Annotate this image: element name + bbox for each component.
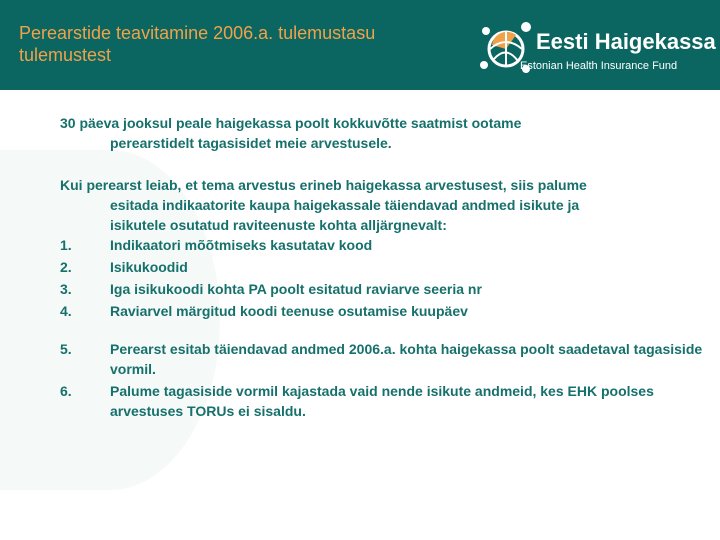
item-number: 4. [60, 303, 72, 319]
logo-subtitle: Estonian Health Insurance Fund [520, 60, 678, 72]
paragraph-2 [60, 175, 705, 235]
item-text: Palume tagasiside vormil kajastada vaid nende isikute andmeid, kes EHK poolses arvestuses TORUs ei sisaldu. [110, 383, 654, 419]
slide-body [60, 0, 705, 421]
list-item [60, 235, 705, 255]
slide-title: Perearstide teavitamine 2006.a. tulemustasu tulemustest [19, 23, 376, 65]
list-item [60, 381, 705, 421]
item-number: 5. [60, 341, 72, 357]
list-item [60, 339, 705, 379]
item-text: Raviarvel märgitud koodi teenuse osutamise kuupäev [110, 303, 468, 319]
item-text: Indikaatori mõõtmiseks kasutatav kood [110, 237, 373, 253]
item-number: 3. [60, 281, 72, 297]
item-number: 2. [60, 259, 72, 275]
list-item [60, 279, 705, 299]
paragraph-1 [60, 113, 705, 153]
logo-name: Eesti Haigekassa [536, 29, 716, 54]
paragraph-1-line: 30 päeva jooksul peale haigekassa poolt kokkuvõtte saatmist ootame [60, 115, 522, 131]
list-item [60, 257, 705, 277]
item-text: Isikukoodid [110, 259, 188, 275]
paragraph-2-cont: isikutele osutatud raviteenuste kohta alljärgnevalt: [110, 217, 447, 233]
list-item [60, 301, 705, 321]
item-number: 1. [60, 237, 72, 253]
item-text: Perearst esitab täiendavad andmed 2006.a. kohta haigekassa poolt saadetaval tagasiside vormil. [110, 341, 703, 377]
item-number: 6. [60, 383, 72, 399]
item-text: Iga isikukoodi kohta PA poolt esitatud raviarve seeria nr [110, 281, 482, 297]
paragraph-2-cont: esitada indikaatorite kaupa haigekassale täiendavad andmed isikute ja [110, 197, 580, 213]
paragraph-2-line: Kui perearst leiab, et tema arvestus erineb haigekassa arvestusest, siis palume [60, 177, 587, 193]
paragraph-1-cont: perearstidelt tagasisidet meie arvestusele. [110, 135, 392, 151]
